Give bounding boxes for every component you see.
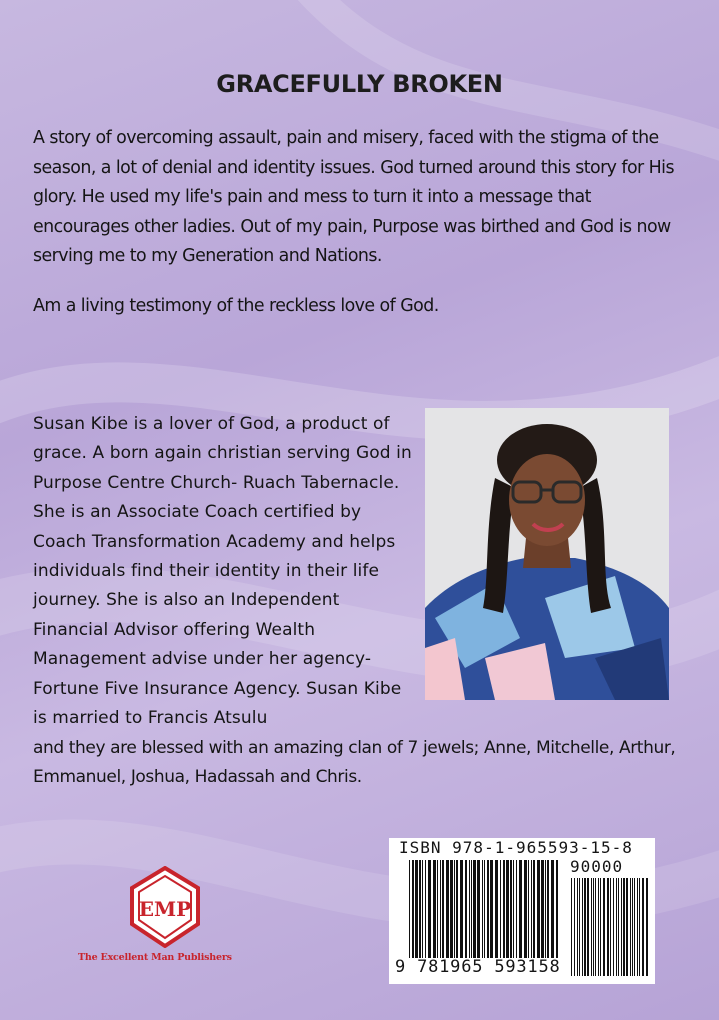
barcode-bar bbox=[616, 878, 617, 976]
barcode-bar bbox=[545, 860, 546, 958]
publisher-name: The Excellent Man Publishers bbox=[78, 952, 232, 963]
publisher-logo-icon bbox=[128, 866, 202, 948]
barcode-bar bbox=[412, 860, 414, 958]
barcode-bar bbox=[477, 860, 480, 958]
book-blurb: A story of overcoming assault, pain and misery, faced with the stigma of the season, a lot of denial and identity issues. God turned around this story for His glory. He used my life's pain and mess to turn it into a message that encourages other ladies. Out of my pain, Purpose was birthed and God is now serving me to my Generation and Nations. bbox=[33, 128, 674, 267]
barcode-bar bbox=[473, 860, 476, 958]
barcode-bar bbox=[456, 860, 458, 958]
publisher-logo-text: EMP bbox=[138, 897, 192, 921]
barcode-bar bbox=[446, 860, 449, 958]
barcode-bar bbox=[577, 878, 578, 976]
barcode-bar bbox=[422, 860, 423, 958]
barcode-bar bbox=[582, 878, 583, 976]
isbn-barcode-block bbox=[389, 838, 655, 984]
barcode-bar bbox=[506, 860, 509, 958]
barcode-bar bbox=[465, 860, 467, 958]
barcode-bar bbox=[630, 878, 631, 976]
barcode-bar bbox=[574, 878, 575, 976]
barcode-bar bbox=[556, 860, 558, 958]
barcode-bar bbox=[587, 878, 589, 976]
book-title: GRACEFULLY BROKEN bbox=[216, 70, 503, 98]
barcode-bar bbox=[516, 860, 517, 958]
barcode-bar bbox=[603, 878, 605, 976]
barcode-bar bbox=[495, 860, 498, 958]
barcode-bar bbox=[591, 878, 592, 976]
barcode-bar bbox=[626, 878, 628, 976]
author-bio: Susan Kibe is a lover of God, a product of grace. A born again christian serving God in Purpose Centre Church- Ruach Tabernacle. She is an Associate Coach certified by Coach Transformation Academy and helps individuals find their identity in their life journey. She is also an Independent Financial Advisor offering Wealth Management advise under her agency- Fortune Five Insurance Agency. Susan Kibe is married to Francis Atsulu bbox=[33, 414, 412, 729]
barcode-bar bbox=[531, 860, 532, 958]
barcode-bar bbox=[607, 878, 609, 976]
barcode-bar bbox=[551, 860, 554, 958]
barcode-bar bbox=[503, 860, 505, 958]
barcode-bar bbox=[637, 878, 638, 976]
barcode-bar bbox=[487, 860, 489, 958]
barcode-bar bbox=[593, 878, 594, 976]
barcode-bar bbox=[510, 860, 512, 958]
barcode-bar bbox=[490, 860, 493, 958]
barcode-bar bbox=[524, 860, 527, 958]
ean-barcode bbox=[409, 860, 559, 958]
barcode-bar bbox=[537, 860, 540, 958]
barcode-bar bbox=[419, 860, 421, 958]
barcode-bar bbox=[632, 878, 633, 976]
barcode-bar bbox=[646, 878, 648, 976]
barcode-bar bbox=[433, 860, 436, 958]
barcode-bar bbox=[579, 878, 580, 976]
barcode-bar bbox=[415, 860, 418, 958]
barcode-bar bbox=[519, 860, 522, 958]
barcode-bar bbox=[571, 878, 572, 976]
barcode-bar bbox=[454, 860, 455, 958]
barcode-bar bbox=[634, 878, 635, 976]
barcode-bar bbox=[600, 878, 601, 976]
testimony-line: Am a living testimony of the reckless love of God. bbox=[33, 296, 439, 316]
barcode-bar bbox=[533, 860, 535, 958]
barcode-bar bbox=[513, 860, 514, 958]
barcode-bar bbox=[598, 878, 599, 976]
barcode-bar bbox=[500, 860, 501, 958]
barcode-bar bbox=[484, 860, 485, 958]
barcode-bar bbox=[639, 878, 640, 976]
barcode-bar bbox=[482, 860, 483, 958]
barcode-bar bbox=[547, 860, 549, 958]
author-bio-continued: and they are blessed with an amazing clan of 7 jewels; Anne, Mitchelle, Arthur, Emmanuel, Joshua, Hadassah and Chris. bbox=[33, 738, 676, 787]
barcode-bar bbox=[425, 860, 426, 958]
barcode-bar bbox=[584, 878, 586, 976]
barcode-bar bbox=[437, 860, 438, 958]
price-addon-barcode bbox=[571, 878, 649, 976]
isbn-label: ISBN 978-1-965593-15-8 bbox=[399, 838, 633, 857]
barcode-bar bbox=[409, 860, 410, 958]
author-photo bbox=[425, 408, 669, 700]
barcode-bar bbox=[541, 860, 544, 958]
barcode-bar bbox=[610, 878, 611, 976]
barcode-bar bbox=[450, 860, 453, 958]
barcode-bar bbox=[613, 878, 614, 976]
barcode-bar bbox=[440, 860, 441, 958]
barcode-bar bbox=[442, 860, 444, 958]
barcode-bar bbox=[618, 878, 619, 976]
barcode-bar bbox=[623, 878, 625, 976]
ean-digits: 9 781965 593158 bbox=[395, 957, 561, 977]
barcode-bar bbox=[428, 860, 431, 958]
barcode-bar bbox=[460, 860, 463, 958]
barcode-bar bbox=[595, 878, 596, 976]
barcode-bar bbox=[469, 860, 470, 958]
barcode-bar bbox=[528, 860, 529, 958]
price-code: 90000 bbox=[570, 857, 624, 876]
barcode-bar bbox=[471, 860, 472, 958]
barcode-bar bbox=[642, 878, 644, 976]
barcode-bar bbox=[621, 878, 622, 976]
